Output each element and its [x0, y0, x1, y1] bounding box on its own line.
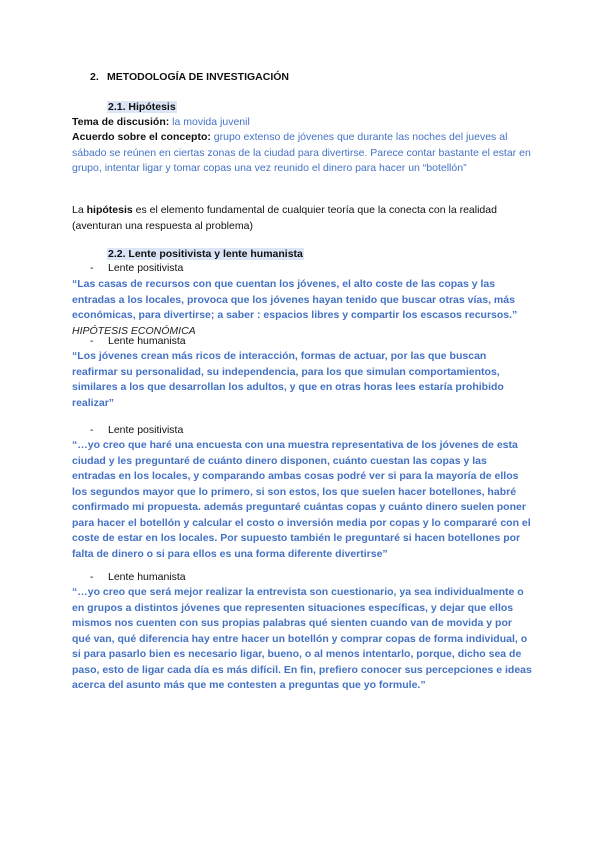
definition-text-before: La — [72, 204, 87, 216]
quote-humanista-1: “Los jóvenes crean más ricos de interacción, formas de actuar, por las que buscan reafirmar su personalidad, su independencia, para los que simulan comportamientos, similares a los que desarrollan los adultos, y que en otras horas lees estaría prohibido realizar” — [72, 350, 504, 409]
lentes-heading: 2.2. Lente positivista y lente humanista — [108, 248, 303, 260]
tema-value: la movida juvenil — [172, 116, 250, 128]
tema-label: Tema de discusión: — [72, 116, 170, 128]
bullet-label: Lente humanista — [108, 571, 186, 583]
bullet-label: Lente positivista — [108, 424, 184, 436]
quote-humanista-2: “…yo creo que será mejor realizar la entrevista son cuestionario, ya sea individualmente o en grupos a distintos jóvenes que representen situaciones específicas, y dejar que ellos mismos nos cuenten con sus propias palabras qué sienten cuando van de movida y por qué van, qué diferencia hay entre hacer un botellón y comprar copas de forma individual, o si para pasarlo bien es necesario ligar, bueno, o al menos intentarlo, porque, dicho sea de paso, esto de ligar cada día es más difícil. En fin, prefiero conocer sus percepciones e ideas acerca del asunto más que me contesten a preguntas que yo formule.” — [72, 586, 532, 691]
bullet-dash: - — [90, 424, 94, 436]
tema-line — [72, 115, 532, 131]
bullet-dash: - — [90, 335, 94, 347]
bullet-humanista-2 — [90, 571, 186, 583]
bullet-humanista-1 — [90, 335, 186, 347]
quote-positivista-1 — [72, 277, 532, 339]
bullet-dash: - — [90, 262, 94, 274]
hipotesis-economica-tag: HIPÓTESIS ECONÓMICA — [72, 324, 196, 337]
acuerdo-paragraph — [72, 130, 532, 177]
quote-positivista-2: “…yo creo que haré una encuesta con una muestra representativa de los jóvenes de esta ciudad y les preguntaré de cuánto dinero disponen, cuánto cuestan las copas y las entradas en los locales, y comparando ambas cosas podré ver si para la mayoría de ellos los segundos mayor que lo primero, si son estos, los que suelen hacer botellones, habré confirmado mi propuesta. además preguntaré cuántas copas y cuánto dinero suelen poner para hacer el botellón y calcular el costo o inversión media por copas y lo compararé con el coste de estar en los locales. Por supuesto también le preguntaré si hacen botellones por falta de dinero o si para ellos es una forma diferente divertirse” — [72, 439, 531, 560]
bullet-label: Lente positivista — [108, 262, 184, 274]
section-title: METODOLOGÍA DE INVESTIGACIÓN — [107, 71, 290, 83]
definition-text-after: es el elemento fundamental de cualquier teoría que la conecta con la realidad (aventuran una respuesta al problema) — [72, 204, 497, 232]
section-number: 2. — [90, 71, 99, 83]
bullet-positivista-2 — [90, 424, 183, 436]
hipotesis-heading: 2.1. Hipótesis — [108, 101, 176, 113]
bullet-label: Lente humanista — [108, 335, 186, 347]
acuerdo-value: grupo extenso de jóvenes que durante las noches del jueves al sábado se reúnen en ciertas zonas de la ciudad para divertirse. Parece contar bastante el estar en grupo, intentar ligar y tomar copas una vez reunido el dinero para hacer un “botellón” — [72, 131, 531, 174]
quote-text: “Las casas de recursos con que cuentan los jóvenes, el alto coste de las copas y las entradas a los locales, provoca que los jóvenes hayan tenido que buscar otras vías, más económicas, para divertirse; a saber : espacios libres y compartir los escasos recursos.” — [72, 278, 518, 321]
section-heading — [90, 71, 289, 83]
acuerdo-label: Acuerdo sobre el concepto: — [72, 131, 211, 143]
bullet-dash: - — [90, 571, 94, 583]
bullet-positivista-1 — [90, 262, 183, 274]
definition-term: hipótesis — [86, 204, 133, 216]
hipotesis-definition — [72, 203, 532, 234]
